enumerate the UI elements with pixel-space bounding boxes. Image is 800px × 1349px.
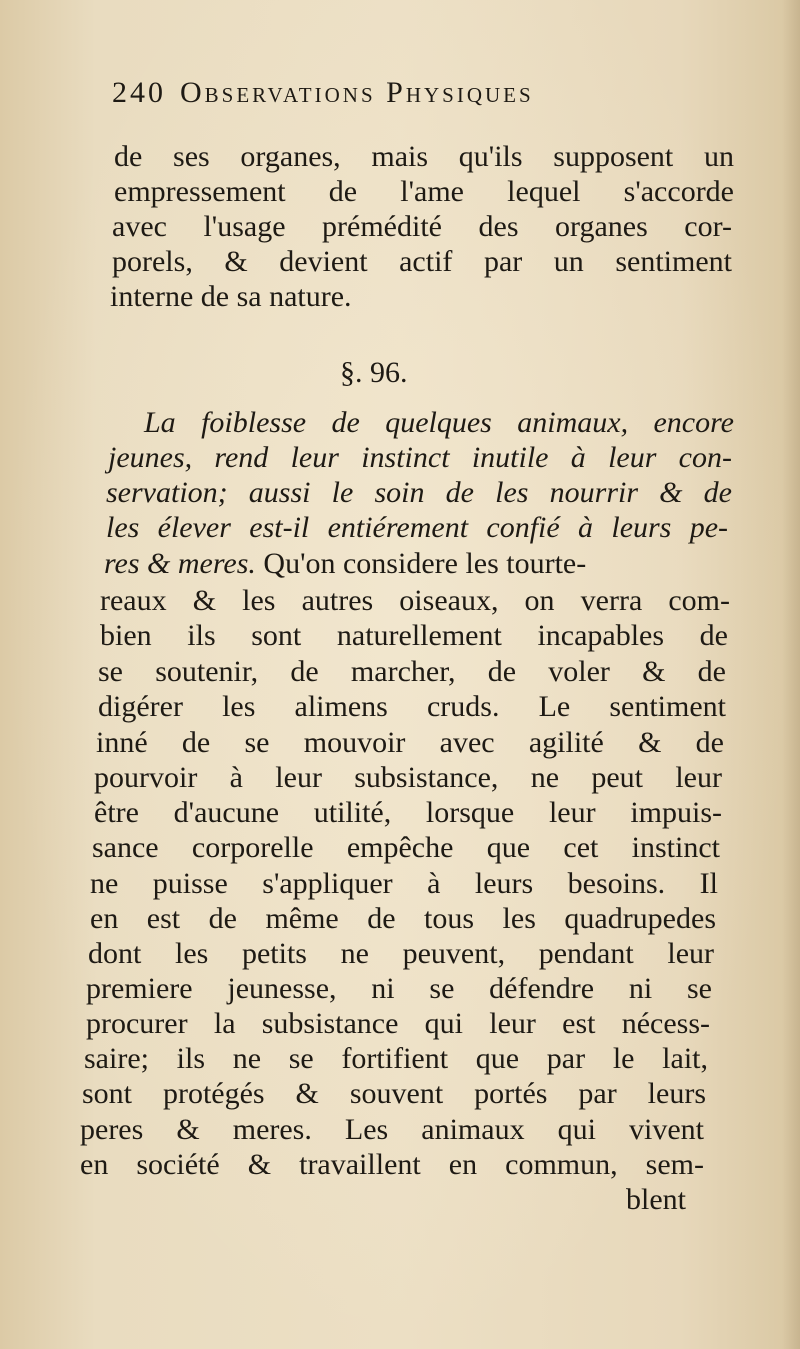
- roman-segment: Qu'on considere les tourte-: [255, 547, 587, 580]
- section-number: §. 96.: [340, 356, 408, 389]
- text-line: bien ils sont naturellement incapables de: [100, 619, 728, 652]
- text-line: de ses organes, mais qu'ils supposent un: [114, 140, 734, 173]
- page-number: 240: [112, 76, 166, 109]
- text-line: procurer la subsistance qui leur est nécess-: [86, 1007, 710, 1040]
- text-line: digérer les alimens cruds. Le sentiment: [98, 690, 726, 723]
- text-line: premiere jeunesse, ni se défendre ni se: [86, 972, 712, 1005]
- text-line: dont les petits ne peuvent, pendant leur: [88, 937, 714, 970]
- text-line: se soutenir, de marcher, de voler & de: [98, 655, 726, 688]
- italic-text-line: jeunes, rend leur instinct inutile à leur con-: [108, 441, 732, 474]
- italic-text-line: La foiblesse de quelques animaux, encore: [144, 406, 734, 439]
- mixed-text-line: [104, 546, 730, 582]
- catchword: blent: [626, 1183, 686, 1216]
- text-line: être d'aucune utilité, lorsque leur impuis-: [94, 796, 722, 829]
- page-edge-shadow: [782, 0, 800, 1349]
- text-line: en société & travaillent en commun, sem-: [80, 1148, 704, 1181]
- text-line: porels, & devient actif par un sentiment: [112, 245, 732, 278]
- text-line: ne puisse s'appliquer à leurs besoins. Il: [90, 867, 718, 900]
- text-line: sance corporelle empêche que cet instinct: [92, 831, 720, 864]
- text-line: saire; ils ne se fortifient que par le lait,: [84, 1042, 708, 1075]
- text-line: pourvoir à leur subsistance, ne peut leur: [94, 761, 722, 794]
- text-line: sont protégés & souvent portés par leurs: [82, 1077, 706, 1110]
- italic-segment: res & meres.: [104, 547, 256, 580]
- italic-text-line: les élever est-il entiérement confié à leurs pe-: [106, 511, 728, 544]
- text-line: reaux & les autres oiseaux, on verra com-: [100, 584, 730, 617]
- text-line: en est de même de tous les quadrupedes: [90, 902, 716, 935]
- text-line: empressement de l'ame lequel s'accorde: [114, 175, 734, 208]
- text-line: avec l'usage prémédité des organes cor-: [112, 210, 732, 243]
- text-line: inné de se mouvoir avec agilité & de: [96, 726, 724, 759]
- text-line: interne de sa nature.: [110, 280, 352, 313]
- running-header: [112, 76, 712, 116]
- italic-text-line: servation; aussi le soin de les nourrir & de: [106, 476, 732, 509]
- text-line: peres & meres. Les animaux qui vivent: [80, 1113, 704, 1146]
- running-title: Observations Physiques: [180, 76, 534, 109]
